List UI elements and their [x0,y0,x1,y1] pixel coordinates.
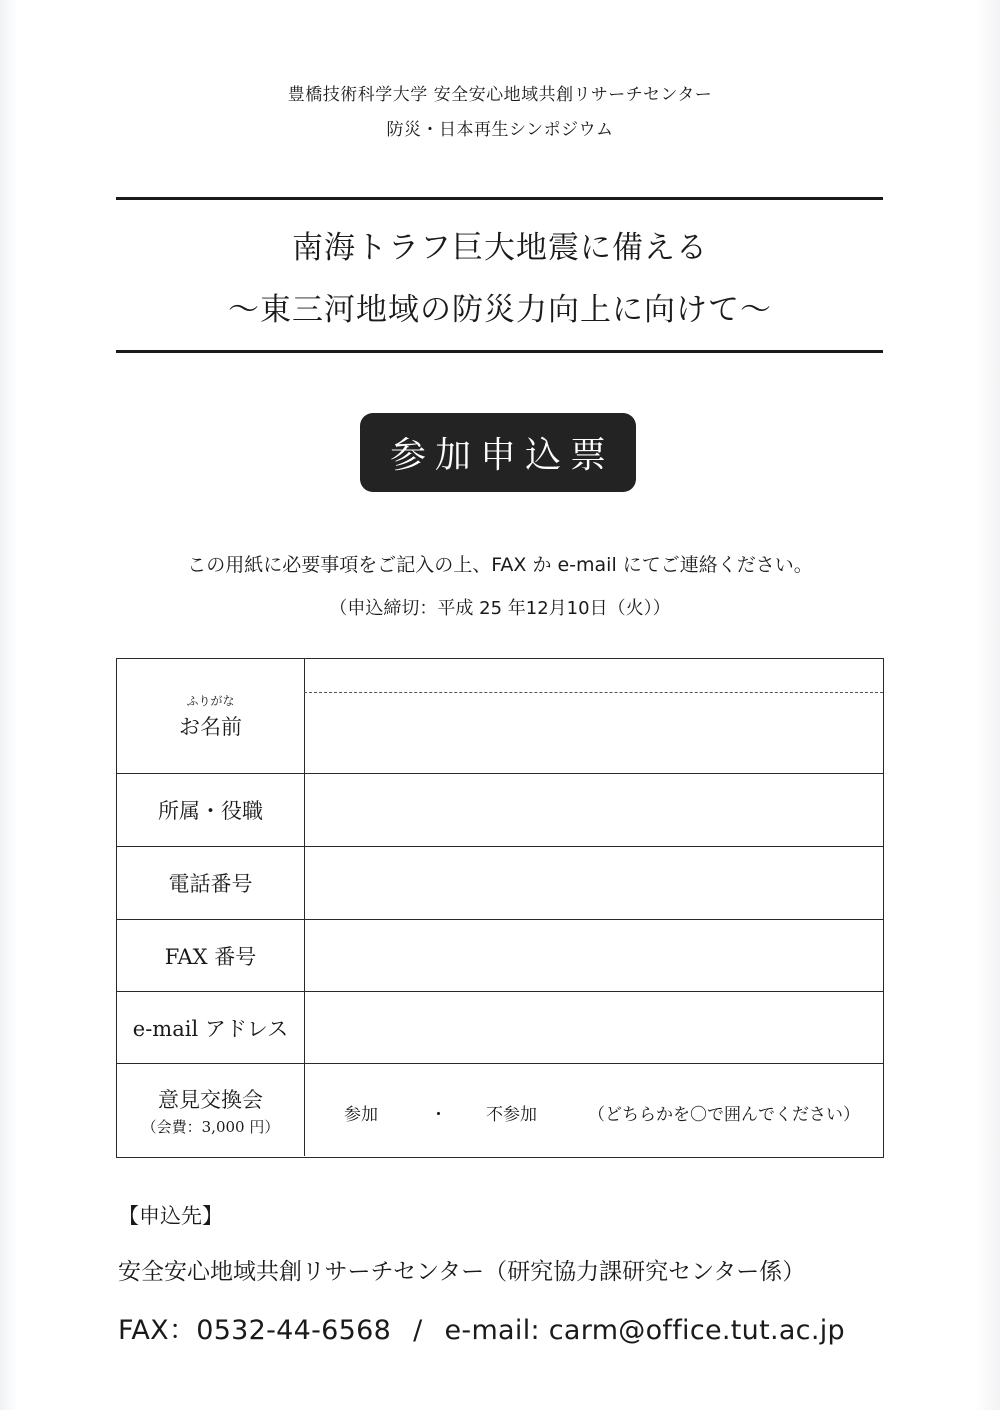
furigana-divider [304,692,883,693]
label-cell [117,1064,305,1156]
choice-separator: ・ [430,1105,447,1125]
email-field[interactable] [304,992,883,1063]
choice-instruction: （どちらかを〇で囲んでください） [588,1105,860,1125]
contact-email[interactable]: e-mail: carm@office.tut.ac.jp [444,1315,845,1346]
exchange-meeting-label: 意見交換会 [158,1087,263,1112]
contact-heading: 【申込先】 [118,1204,223,1228]
name-field[interactable] [304,659,883,773]
form-row-phone [117,847,883,920]
label-cell [117,774,305,846]
fax-field[interactable] [304,920,883,991]
phone-field[interactable] [304,847,883,919]
affiliation-field[interactable] [304,774,883,846]
instructions-text: この用紙に必要事項をご記入の上、FAX か e-mail にてご連絡ください。 [187,554,813,576]
form-row-exchange-meeting [117,1064,883,1156]
not-attend-option[interactable]: 不参加 [486,1105,537,1125]
event-subtitle: ～東三河地域の防災力向上に向けて～ [228,292,772,328]
fee-note: （会費：3,000 円） [141,1117,280,1136]
furigana-label: ふりがな [186,693,235,708]
contact-line [118,1308,845,1347]
attendance-choice [304,1064,883,1156]
title-rule-bottom [116,350,883,353]
form-row-fax [117,920,883,992]
label-cell [117,992,305,1063]
contact-separator: / [413,1315,423,1346]
deadline-text: （申込締切：平成 25 年12月10日（火）） [329,598,671,619]
form-row-name [117,659,883,774]
phone-label: 電話番号 [168,872,253,896]
form-row-email [117,992,883,1064]
contact-organization: 安全安心地域共創リサーチセンター（研究協力課研究センター係） [118,1259,806,1285]
contact-fax: FAX：0532-44-6568 [118,1315,392,1346]
event-title: 南海トラフ巨大地震に備える [292,230,708,266]
title-rule-top [116,197,883,200]
affiliation-label: 所属・役職 [158,799,263,823]
application-form-table [116,658,884,1158]
label-cell [117,847,305,919]
label-cell [117,920,305,991]
header-symposium: 防災・日本再生シンポジウム [386,120,614,140]
attend-option[interactable]: 参加 [344,1105,378,1125]
email-label: e-mail アドレス [132,1016,289,1041]
application-form-badge: 参加申込票 [360,413,636,492]
label-cell [117,659,305,773]
fax-label: FAX 番号 [164,944,257,969]
form-row-affiliation [117,774,883,847]
header-organization: 豊橋技術科学大学 安全安心地域共創リサーチセンター [287,85,713,105]
name-label: お名前 [179,714,242,739]
